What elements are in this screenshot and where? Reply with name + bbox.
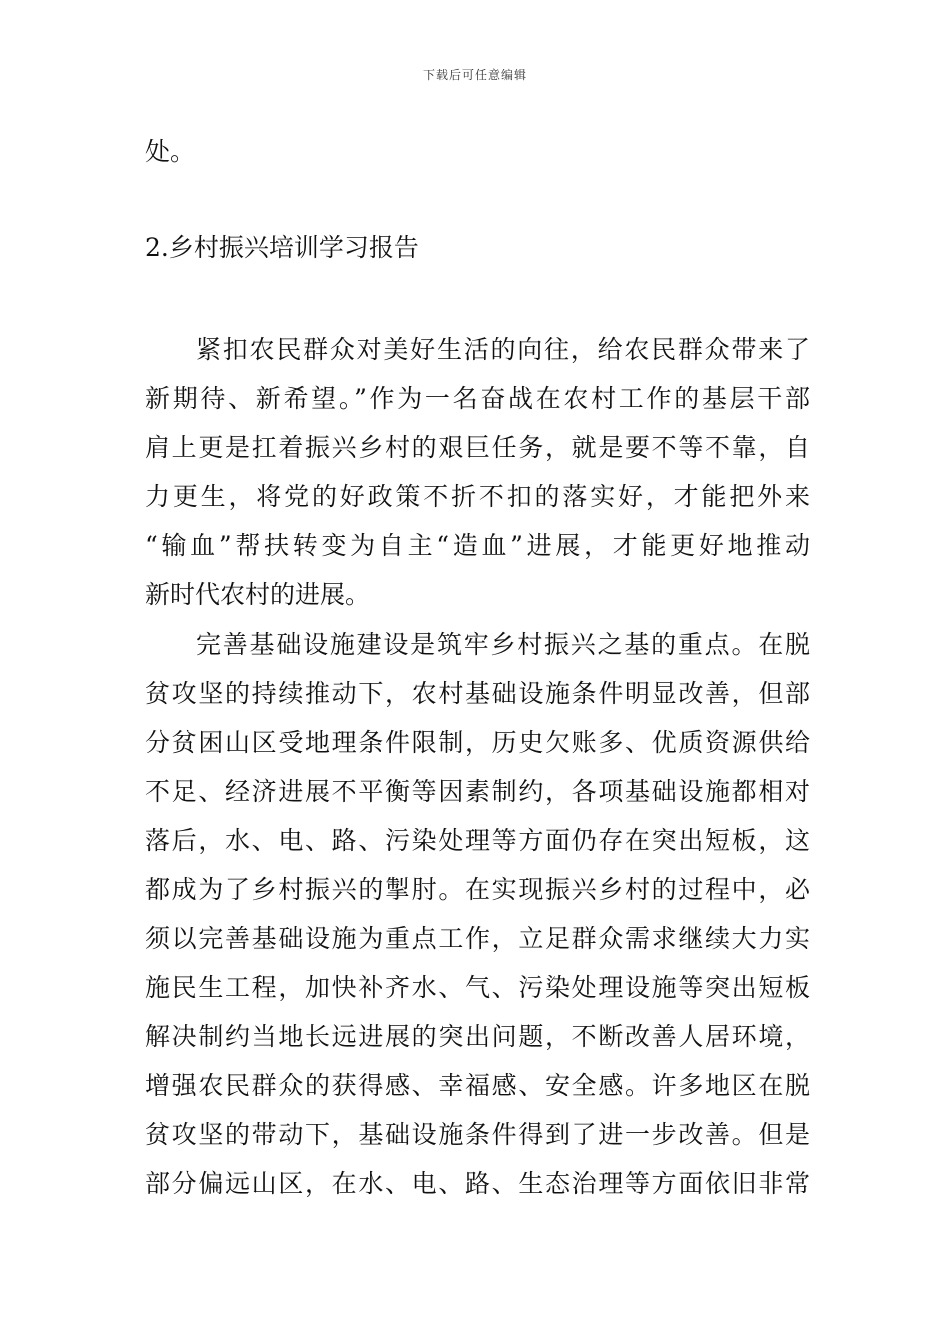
paragraph-2-line: 部分偏远山区，在水、电、路、生态治理等方面依旧非常 <box>145 1169 810 1198</box>
paragraph-1-line: 肩上更是扛着振兴乡村的艰巨任务，就是要不等不靠，自 <box>145 433 810 462</box>
paragraph-1-line: 新时代农村的进展。 <box>145 580 371 609</box>
carryover-text: 处。 <box>145 137 196 166</box>
paragraph-1-line: “输血”帮扶转变为自主“造血”进展，才能更好地推动 <box>145 531 810 560</box>
paragraph-2-line: 都成为了乡村振兴的掣肘。在实现振兴乡村的过程中，必 <box>145 875 810 904</box>
paragraph-1-line: 力更生，将党的好政策不折不扣的落实好，才能把外来 <box>145 482 810 511</box>
paragraph-2-line: 完善基础设施建设是筑牢乡村振兴之基的重点。在脱 <box>196 630 810 659</box>
section-heading: 2.乡村振兴培训学习报告 <box>145 233 419 262</box>
paragraph-1-line: 新期待、新希望。”作为一名奋战在农村工作的基层干部 <box>145 384 810 413</box>
paragraph-2-line: 贫攻坚的持续推动下，农村基础设施条件明显改善，但部 <box>145 679 810 708</box>
page-header-note: 下载后可任意编辑 <box>422 68 527 82</box>
paragraph-2-line: 落后，水、电、路、污染处理等方面仍存在突出短板，这 <box>145 826 810 855</box>
paragraph-2-line: 解决制约当地长远进展的突出问题，不断改善人居环境， <box>145 1022 810 1051</box>
paragraph-2-line: 须以完善基础设施为重点工作，立足群众需求继续大力实 <box>145 924 810 953</box>
paragraph-2-line: 增强农民群众的获得感、幸福感、安全感。许多地区在脱 <box>145 1071 810 1100</box>
paragraph-1-line: 紧扣农民群众对美好生活的向往，给农民群众带来了 <box>196 335 810 364</box>
paragraph-2-line: 施民生工程，加快补齐水、气、污染处理设施等突出短板 <box>145 973 810 1002</box>
paragraph-2-line: 不足、经济进展不平衡等因素制约，各项基础设施都相对 <box>145 777 810 806</box>
paragraph-2-line: 贫攻坚的带动下，基础设施条件得到了进一步改善。但是 <box>145 1120 810 1149</box>
paragraph-2-line: 分贫困山区受地理条件限制，历史欠账多、优质资源供给 <box>145 728 810 757</box>
